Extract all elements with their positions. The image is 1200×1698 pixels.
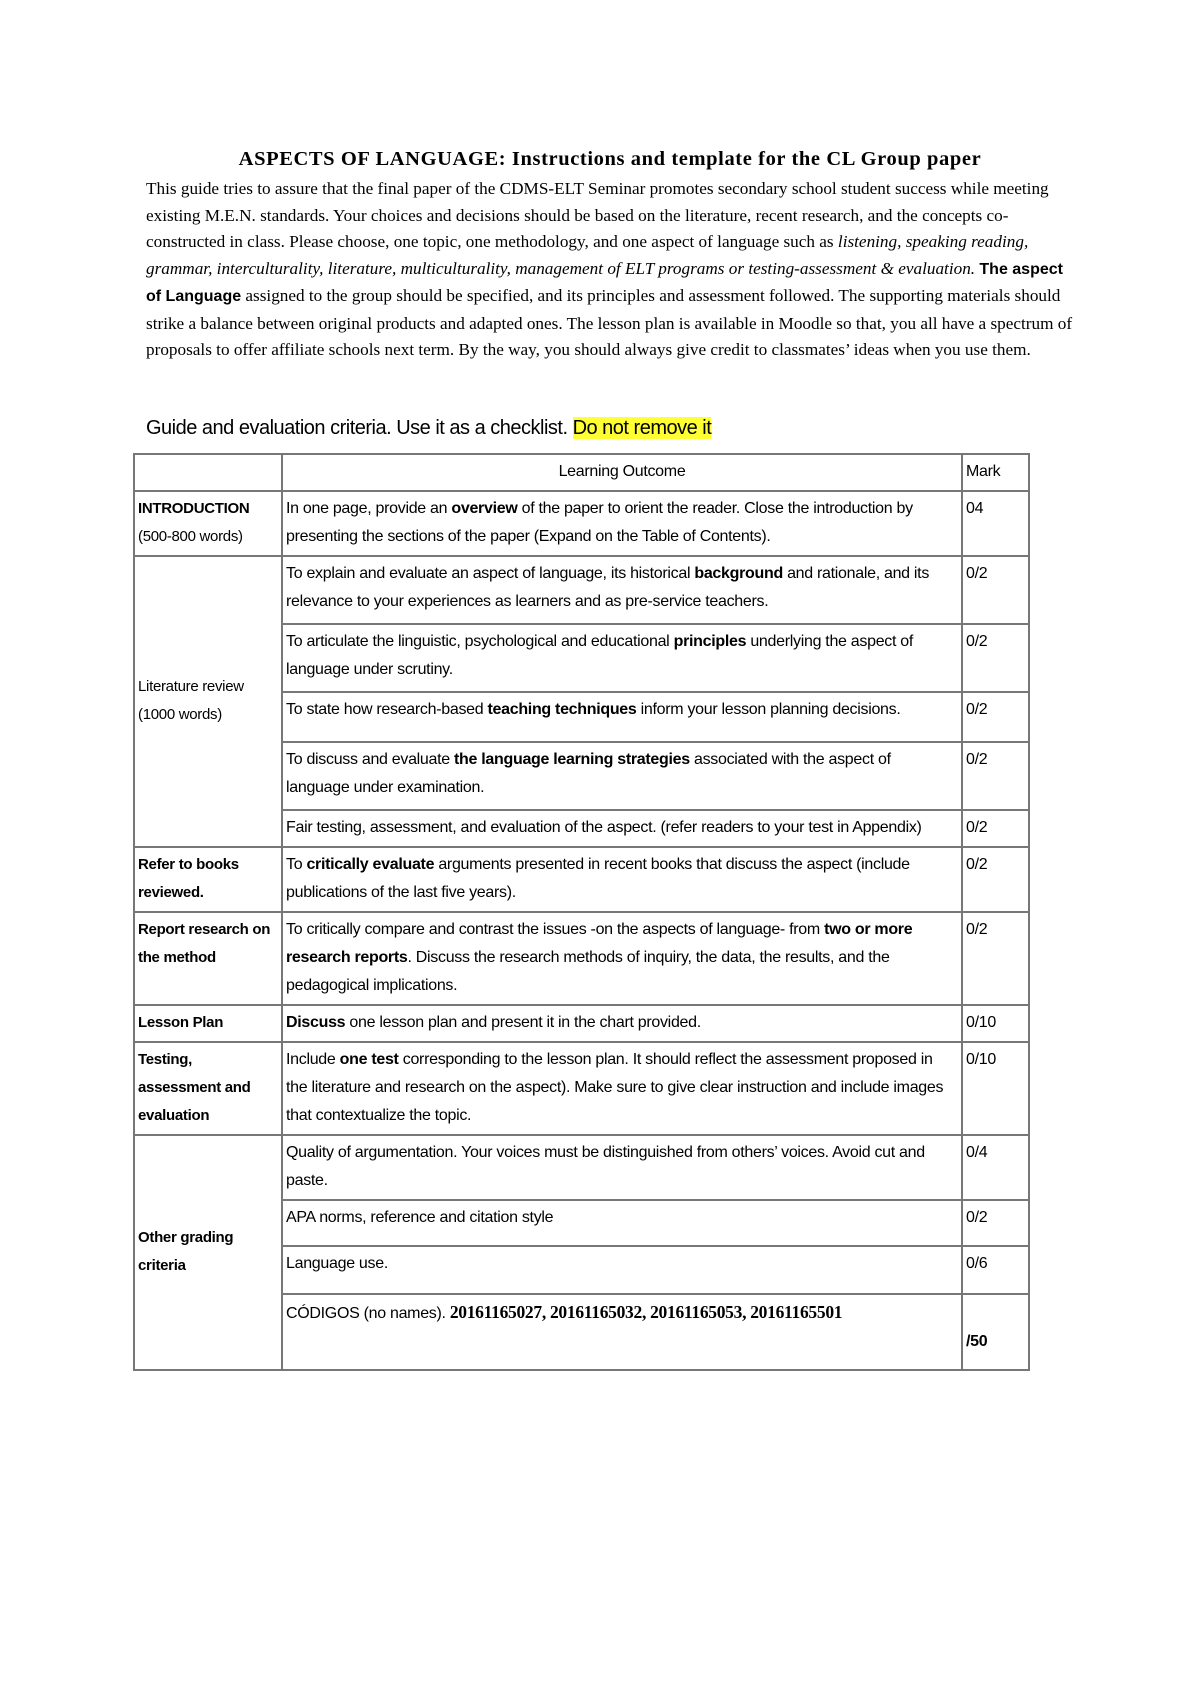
header-outcome: Learning Outcome — [282, 454, 962, 491]
mark-cell: 0/2 — [962, 847, 1029, 912]
guide-highlight: Do not remove it — [572, 417, 712, 439]
table-row — [134, 491, 1029, 556]
outcome-bold: overview — [451, 500, 518, 517]
outcome-text: To articulate the linguistic, psychological and educational — [286, 633, 674, 650]
outcome-text: To — [286, 856, 307, 873]
section-research — [134, 912, 282, 1005]
section-introduction — [134, 491, 282, 556]
intro-paragraph — [146, 176, 1076, 364]
section-other-criteria — [134, 1135, 282, 1370]
mark-cell: 0/2 — [962, 742, 1029, 810]
outcome-bold: background — [694, 565, 783, 582]
table-row — [134, 1135, 1029, 1200]
total-mark: /50 — [966, 1333, 988, 1350]
outcome-cell — [282, 692, 962, 742]
outcome-text: To state how research-based — [286, 701, 488, 718]
outcome-bold: principles — [673, 633, 747, 650]
outcome-text: of the paper to orient the reader. Close the introduction by presenting the sections of the paper (Expand on the Table of Contents). — [286, 500, 913, 545]
student-codes: 20161165027, 20161165032, 20161165053, 20161165501 — [449, 1302, 843, 1322]
section-label: Report research on the method — [138, 921, 271, 966]
outcome-cell — [282, 624, 962, 692]
outcome-text: associated with the aspect of language under examination. — [286, 751, 891, 796]
outcome-text: To explain and evaluate an aspect of language, its historical — [286, 565, 695, 582]
mark-cell: 0/4 — [962, 1135, 1029, 1200]
outcome-text: Include — [286, 1051, 340, 1068]
section-testing — [134, 1042, 282, 1135]
mark-cell: 0/10 — [962, 1005, 1029, 1042]
outcome-cell — [282, 742, 962, 810]
mark-cell: 0/2 — [962, 624, 1029, 692]
outcome-cell — [282, 491, 962, 556]
section-label: INTRODUCTION — [138, 500, 250, 517]
outcome-bold: critically evaluate — [306, 856, 435, 873]
mark-cell: 0/6 — [962, 1246, 1029, 1294]
mark-cell: 0/10 — [962, 1042, 1029, 1135]
outcome-cell: APA norms, reference and citation style — [282, 1200, 962, 1246]
outcome-cell — [282, 1042, 962, 1135]
outcome-bold: two or more research reports — [286, 921, 913, 966]
outcome-text: underlying the aspect of language under scrutiny. — [286, 633, 914, 678]
outcome-text: corresponding to the lesson plan. It should reflect the assessment proposed in the literature and research on the aspect). Make sure to give clear instruction and include images that contextualize the topic. — [286, 1051, 944, 1124]
table-row — [134, 556, 1029, 624]
outcome-text: . Discuss the research methods of inquiry, the data, the results, and the pedagogical implications. — [286, 949, 890, 994]
codes-cell — [282, 1294, 962, 1370]
codes-label: CÓDIGOS (no names). — [286, 1305, 450, 1322]
table-row — [134, 912, 1029, 1005]
guide-text: Guide and evaluation criteria. Use it as a checklist. — [146, 417, 573, 439]
page-title: ASPECTS OF LANGUAGE: Instructions and template for the CL Group paper — [238, 148, 982, 170]
section-words: (500-800 words) — [138, 528, 243, 545]
outcome-text: and rationale, and its relevance to your experiences as learners and as pre-service teachers. — [286, 565, 930, 610]
section-label: Literature review — [138, 678, 244, 695]
section-lesson-plan — [134, 1005, 282, 1042]
outcome-cell: Quality of argumentation. Your voices must be distinguished from others’ voices. Avoid cut and paste. — [282, 1135, 962, 1200]
table-row — [134, 1042, 1029, 1135]
outcome-cell — [282, 847, 962, 912]
mark-cell: 0/2 — [962, 692, 1029, 742]
section-label: Testing, assessment and evaluation — [138, 1051, 251, 1124]
outcome-text: In one page, provide an — [286, 500, 452, 517]
table-row — [134, 847, 1029, 912]
outcome-text: To discuss and evaluate — [286, 751, 455, 768]
section-label: Other grading criteria — [138, 1229, 234, 1274]
intro-text-1: This guide tries to assure that the final paper of the CDMS-ELT Seminar promotes secondary school student success while meeting existing M.E.N. standards. Your choices and decisions should be based on the literature, recent research, and the concepts co-constructed in class. Please choose, one topic, one methodology, and one aspect of language such as — [146, 179, 1049, 251]
mark-cell: 0/2 — [962, 810, 1029, 847]
outcome-text: inform your lesson planning decisions. — [636, 701, 901, 718]
intro-italic-aspects: listening, speaking reading, grammar, interculturality, literature, multiculturality, management of ELT programs or testing-assessment & evaluation. — [146, 232, 1029, 278]
intro-bold-aspect: The aspect of Language — [146, 260, 1063, 305]
mark-cell: 0/2 — [962, 912, 1029, 1005]
outcome-text: arguments presented in recent books that discuss the aspect (include publications of the last five years). — [286, 856, 910, 901]
outcome-bold: teaching techniques — [487, 701, 637, 718]
outcome-bold: Discuss — [286, 1014, 346, 1031]
table-row — [134, 1005, 1029, 1042]
outcome-text: one lesson plan and present it in the chart provided. — [345, 1014, 701, 1031]
mark-cell: 04 — [962, 491, 1029, 556]
header-empty-cell — [134, 454, 282, 491]
total-cell — [962, 1294, 1029, 1370]
mark-cell: 0/2 — [962, 1200, 1029, 1246]
evaluation-table — [133, 453, 1030, 1371]
mark-cell: 0/2 — [962, 556, 1029, 624]
guide-heading — [146, 417, 1086, 440]
outcome-text: To critically compare and contrast the issues -on the aspects of language- from — [286, 921, 825, 938]
header-mark: Mark — [962, 454, 1029, 491]
outcome-cell — [282, 912, 962, 1005]
outcome-cell: Fair testing, assessment, and evaluation of the aspect. (refer readers to your test in Appendix) — [282, 810, 962, 847]
section-words: (1000 words) — [138, 706, 222, 723]
outcome-cell: Language use. — [282, 1246, 962, 1294]
outcome-cell — [282, 1005, 962, 1042]
section-literature-review — [134, 556, 282, 847]
intro-text-2: assigned to the group should be specified, and its principles and assessment followed. The supporting materials should strike a balance between original products and adapted ones. The lesson plan is available in Moodle so that, you all have a spectrum of proposals to offer affiliate schools next term. By the way, you should always give credit to classmates’ ideas when you use them. — [146, 286, 1073, 359]
section-label: Lesson Plan — [138, 1014, 224, 1031]
outcome-bold: one test — [339, 1051, 399, 1068]
outcome-cell — [282, 556, 962, 624]
outcome-bold: the language learning strategies — [454, 751, 690, 768]
table-header-row — [134, 454, 1029, 491]
section-books — [134, 847, 282, 912]
section-label: Refer to books reviewed. — [138, 856, 239, 901]
